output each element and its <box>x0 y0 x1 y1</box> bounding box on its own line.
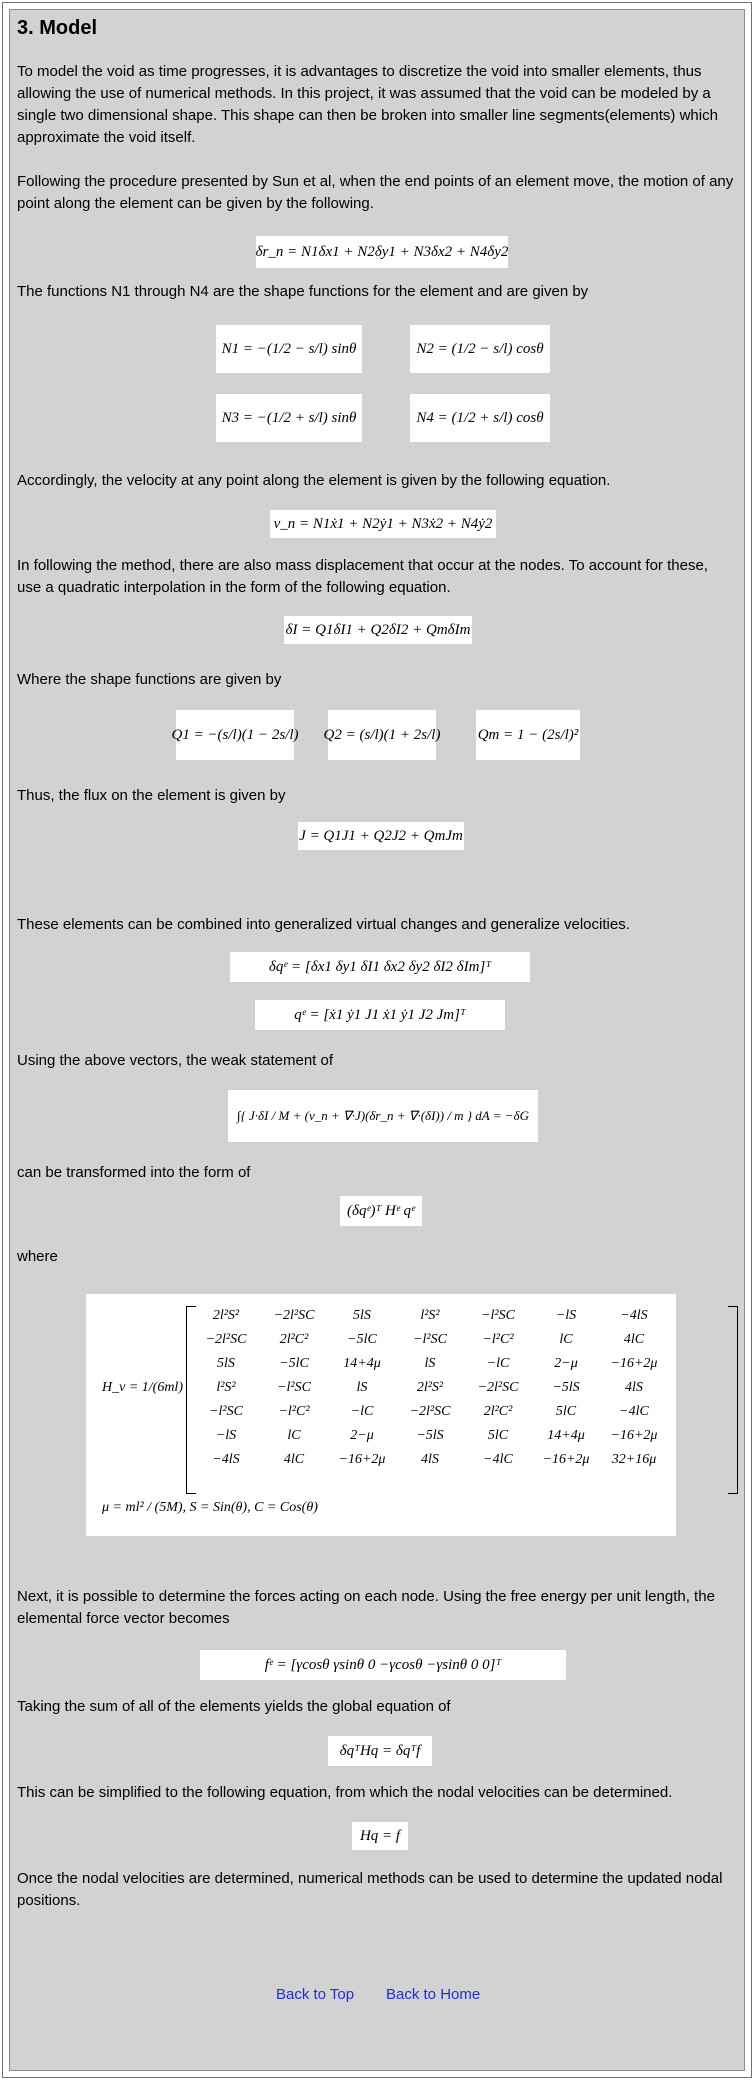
paragraph-procedure: Following the procedure presented by Sun et al, when the end points of an element move, the motion of any point along the element can be given by the following. <box>17 173 734 212</box>
paragraph-forces: Next, it is possible to determine the forces acting on each node. Using the free energy per unit length, the elemental force vector becomes <box>17 1588 715 1627</box>
matrix-cell: −2l²SC <box>409 1404 451 1419</box>
matrix-cell: 4lC <box>623 1332 645 1347</box>
equation-q2: Q2 = (s/l)(1 + 2s/l) <box>328 710 436 760</box>
matrix-cell: 5lC <box>555 1404 577 1419</box>
paragraph-weak-statement: Using the above vectors, the weak statement of <box>17 1052 334 1069</box>
matrix-cell: 5lS <box>217 1356 235 1371</box>
matrix-cell: 4lC <box>283 1452 305 1467</box>
matrix-hv-label: H_v = 1/(6ml) <box>102 1380 183 1395</box>
matrix-cell: lC <box>287 1428 301 1443</box>
matrix-cell: 5lS <box>353 1308 371 1323</box>
equation-qm: Qm = 1 − (2s/l)² <box>476 710 580 760</box>
matrix-cell: −5lC <box>279 1356 309 1371</box>
matrix-cell: −4lC <box>619 1404 649 1419</box>
matrix-cell: −lS <box>215 1428 237 1443</box>
matrix-table <box>192 1304 668 1472</box>
equation-mass: δI = Q1δI1 + Q2δI2 + QmδIm <box>284 616 472 644</box>
equation-generalized-velocities: qᵉ = [ẋ1 ẏ1 J1 ẋ1 ẏ1 J2 Jm]ᵀ <box>255 1000 505 1030</box>
matrix-cell: 4lS <box>625 1380 643 1395</box>
matrix-cell: 2l²C² <box>483 1404 513 1419</box>
paragraph-positions: Once the nodal velocities are determined, numerical methods can be used to determine the updated nodal positions. <box>17 1870 723 1909</box>
equation-form: (δqᵉ)ᵀ Hᵉ qᵉ <box>340 1196 422 1226</box>
matrix-right-bracket <box>728 1306 738 1494</box>
paragraph-transform: can be transformed into the form of <box>17 1164 251 1181</box>
matrix-cell: −2l²SC <box>477 1380 519 1395</box>
equation-n3: N3 = −(1/2 + s/l) sinθ <box>216 394 362 442</box>
matrix-cell: 2−μ <box>350 1428 374 1443</box>
matrix-cell: −l²C² <box>482 1332 514 1347</box>
matrix-cell: −2l²SC <box>273 1308 315 1323</box>
matrix-cell: lC <box>559 1332 573 1347</box>
matrix-cell: −16+2μ <box>610 1356 658 1371</box>
matrix-cell: −4lS <box>212 1452 240 1467</box>
page-title: 3. Model <box>17 17 98 39</box>
matrix-cell: −16+2μ <box>610 1428 658 1443</box>
matrix-cell: −4lC <box>483 1452 513 1467</box>
matrix-cell: −l²SC <box>413 1332 447 1347</box>
matrix-cell: −l²SC <box>277 1380 311 1395</box>
matrix-cell: lS <box>424 1356 436 1371</box>
equation-velocity: v_n = N1ẋ1 + N2ẏ1 + N3ẋ2 + N4ẏ2 <box>270 510 496 538</box>
mu-definition: μ = ml² / (5M), S = Sin(θ), C = Cos(θ) <box>102 1500 318 1515</box>
back-to-home-link[interactable]: Back to Home <box>386 1986 481 2003</box>
matrix-cell: −5lS <box>552 1380 580 1395</box>
paragraph-shape-functions: The functions N1 through N4 are the shape functions for the element and are given by <box>17 283 589 300</box>
matrix-row <box>192 1376 668 1400</box>
equation-n1: N1 = −(1/2 − s/l) sinθ <box>216 325 362 373</box>
matrix-cell: 2l²S² <box>212 1308 240 1323</box>
page-frame <box>2 2 752 2078</box>
matrix-cell: −5lS <box>416 1428 444 1443</box>
matrix-cell: −16+2μ <box>542 1452 590 1467</box>
paragraph-mass: In following the method, there are also mass displacement that occur at the nodes. To account for these, use a quadratic interpolation in the form of the following equation. <box>17 557 708 596</box>
equation-n2: N2 = (1/2 − s/l) cosθ <box>410 325 550 373</box>
matrix-cell: l²S² <box>420 1308 440 1323</box>
matrix-row <box>192 1304 668 1328</box>
paragraph-sum: Taking the sum of all of the elements yields the global equation of <box>17 1698 451 1715</box>
matrix-cell: −l²SC <box>209 1404 243 1419</box>
matrix-cell: −lS <box>555 1308 577 1323</box>
matrix-cell: 5lC <box>487 1428 509 1443</box>
matrix-row <box>192 1400 668 1424</box>
matrix-row <box>192 1424 668 1448</box>
matrix-row <box>192 1448 668 1472</box>
equation-simple: Hq = f <box>352 1822 408 1850</box>
matrix-cell: −l²C² <box>278 1404 310 1419</box>
matrix-row <box>192 1352 668 1376</box>
paragraph-flux: Thus, the flux on the element is given by <box>17 787 286 804</box>
equation-n4: N4 = (1/2 + s/l) cosθ <box>410 394 550 442</box>
equation-q1: Q1 = −(s/l)(1 − 2s/l) <box>176 710 294 760</box>
paragraph-combined: These elements can be combined into generalized virtual changes and generalize velocities. <box>17 916 630 933</box>
equation-virtual-changes: δqᵉ = [δx1 δy1 δI1 δx2 δy2 δI2 δIm]ᵀ <box>230 952 530 982</box>
matrix-cell: −4lS <box>620 1308 648 1323</box>
content-panel <box>9 9 745 2071</box>
matrix-cell: l²S² <box>216 1380 236 1395</box>
matrix-cell: 2l²S² <box>416 1380 444 1395</box>
matrix-cell: 4lS <box>421 1452 439 1467</box>
matrix-cell: 32+16μ <box>611 1452 657 1467</box>
paragraph-simplified: This can be simplified to the following equation, from which the nodal velocities can be determined. <box>17 1784 673 1801</box>
matrix-cell: −2l²SC <box>205 1332 247 1347</box>
matrix-cell: −lC <box>350 1404 374 1419</box>
matrix-cell: 14+4μ <box>547 1428 585 1443</box>
matrix-cell: −lC <box>486 1356 510 1371</box>
matrix-hv <box>86 1294 676 1536</box>
matrix-cell: 2−μ <box>554 1356 578 1371</box>
matrix-cell: lS <box>356 1380 368 1395</box>
equation-force-vector: fᵉ = [γcosθ γsinθ 0 −γcosθ −γsinθ 0 0]ᵀ <box>200 1650 566 1680</box>
paragraph-where: where <box>17 1248 58 1265</box>
matrix-cell: −l²SC <box>481 1308 515 1323</box>
equation-global: δqᵀHq = δqᵀf <box>328 1736 432 1766</box>
equation-motion: δr_n = N1δx1 + N2δy1 + N3δx2 + N4δy2 <box>256 236 508 268</box>
paragraph-velocity: Accordingly, the velocity at any point along the element is given by the following equation. <box>17 472 611 489</box>
equation-weak-statement: ∫{ J·δI / M + (v_n + ∇·J)(δr_n + ∇·(δI)) / m } dA = −δG <box>228 1090 538 1142</box>
paragraph-intro: To model the void as time progresses, it is advantages to discretize the void into smaller elements, thus allowing the use of numerical methods. In this project, it was assumed that the void can be modeled by a single two dimensional shape. This shape can then be broken into smaller line segments(elements) which approximate the void itself. <box>17 63 718 146</box>
equation-flux: J = Q1J1 + Q2J2 + QmJm <box>298 822 464 850</box>
paragraph-where-shape: Where the shape functions are given by <box>17 671 282 688</box>
back-to-top-link[interactable]: Back to Top <box>276 1986 355 2003</box>
matrix-cell: −5lC <box>347 1332 377 1347</box>
matrix-cell: 2l²C² <box>279 1332 309 1347</box>
matrix-row <box>192 1328 668 1352</box>
matrix-cell: 14+4μ <box>343 1356 381 1371</box>
matrix-cell: −16+2μ <box>338 1452 386 1467</box>
